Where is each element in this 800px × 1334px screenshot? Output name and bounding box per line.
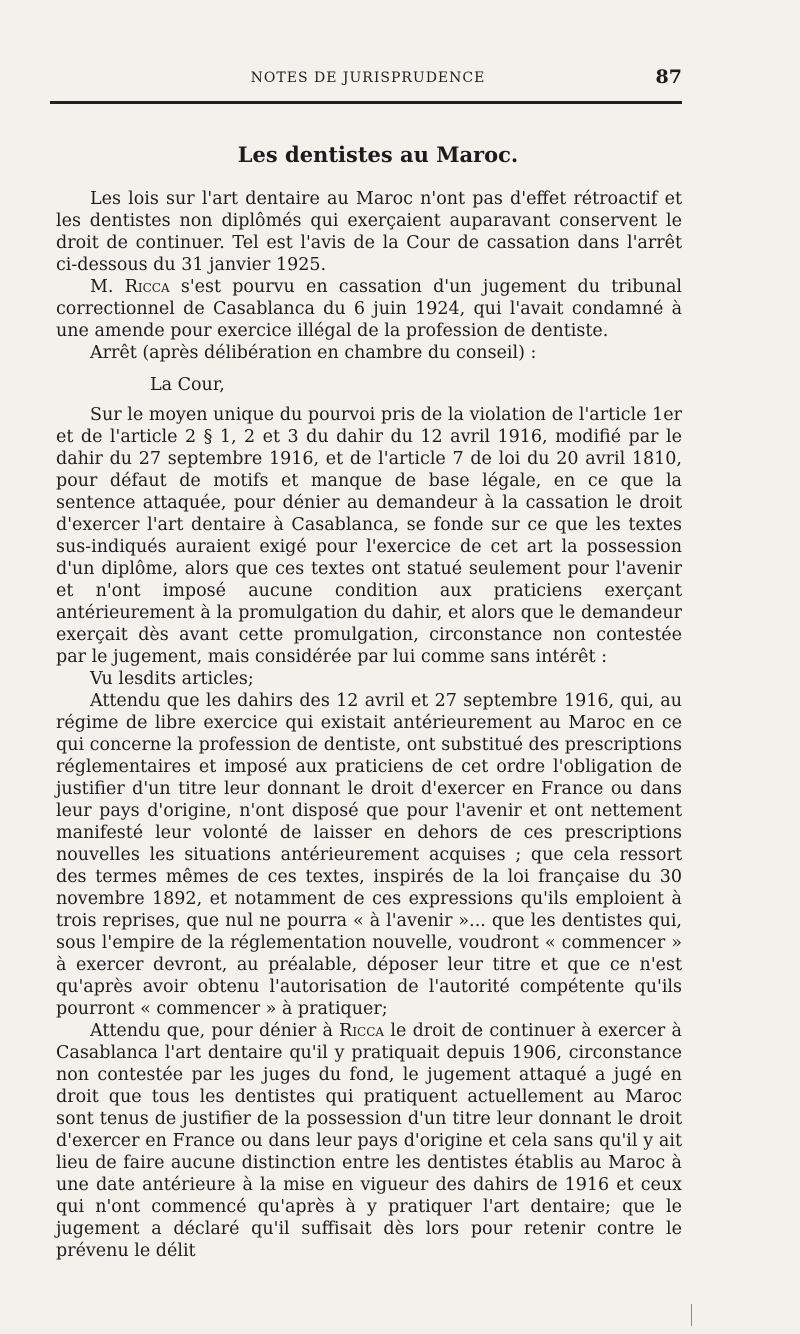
paragraph-la-cour: La Cour, bbox=[150, 375, 225, 395]
paragraph-pourvoi bbox=[56, 276, 682, 342]
paragraph-pourvoi-prefix: M. bbox=[90, 277, 125, 297]
paragraph-vu: Vu lesdits articles; bbox=[90, 669, 254, 689]
running-head: NOTES DE JURISPRUDENCE bbox=[250, 70, 486, 86]
page-number: 87 bbox=[655, 66, 682, 88]
paragraph-attendu-2-prefix: Attendu que, pour dénier à bbox=[90, 1021, 340, 1041]
article-title: Les dentistes au Maroc. bbox=[237, 142, 519, 167]
paragraph-pourvoi-rest: s'est pourvu en cassation d'un jugement du tribunal correctionnel de Casablanca du 6 juin 1924, qui l'avait condamné à une amende pour exercice illégal de la profession de dentiste. bbox=[56, 277, 683, 341]
party-name: Ricca bbox=[339, 1021, 385, 1041]
paragraph-moyen: Sur le moyen unique du pourvoi pris de la violation de l'article 1er et de l'article 2 § 1, 2 et 3 du dahir du 12 avril 1916, modifié par le dahir du 27 septembre 1916, et de l'article 7 de loi du 20 avril 1810, pour défaut de motifs et manque de base légale, en ce que la sentence attaquée, pour dénier au demandeur à la cassation le droit d'exercer l'art dentaire à Casablanca, se fonde sur ce que les textes sus-indiqués auraient exigé pour l'exercice de cet art la possession d'un diplôme, alors que ces textes ont statué seulement pour l'avenir et n'ont imposé aucune condition aux praticiens exerçant antérieurement à la promulgation du dahir, et alors que le demandeur exerçait dès avant cette promulgation, circonstance non contestée par le jugement, mais considérée par lui comme sans intérêt : bbox=[56, 405, 682, 667]
article-body bbox=[56, 188, 682, 1262]
scan-mark bbox=[691, 1304, 692, 1326]
party-name: Ricca bbox=[124, 277, 170, 297]
paragraph-arret: Arrêt (après délibération en chambre du conseil) : bbox=[90, 343, 537, 363]
paragraph-attendu-1: Attendu que les dahirs des 12 avril et 27 septembre 1916, qui, au régime de libre exercice qui existait antérieurement au Maroc en ce qui concerne la profession de dentiste, ont substitué des prescriptions réglementaires et imposé aux praticiens de cet ordre l'obligation de justifier d'un titre leur donnant le droit d'exercer en France ou dans leur pays d'origine, n'ont disposé que pour l'avenir et ont nettement manifesté leur volonté de laisser en dehors de ces prescriptions nouvelles les situations antérieurement acquises ; que cela ressort des termes mêmes de ces textes, inspirés de la loi française du 30 novembre 1892, et notamment de ces expressions qu'ils emploient à trois reprises, que nul ne pourra « à l'avenir »... que les dentistes qui, sous l'empire de la réglementation nouvelle, voudront « commencer » à exercer devront, au préalable, déposer leur titre et que ce n'est qu'après avoir obtenu l'autorisation de l'autorité compétente qu'ils pourront « commencer » à pratiquer; bbox=[56, 691, 682, 1019]
paragraph-attendu-2 bbox=[56, 1020, 682, 1262]
paragraph-attendu-2-rest: le droit de continuer à exercer à Casablanca l'art dentaire qu'il y pratiquait depuis 1906, circonstance non contestée par les juges du fond, le jugement attaqué a jugé en droit que tous les dentistes qui pratiquent actuellement au Maroc sont tenus de justifier de la possession d'un titre leur donnant le droit d'exercer en France ou dans leur pays d'origine et cela sans qu'il y ait lieu de faire aucune distinction entre les dentistes établis au Maroc à une date antérieure à la mise en vigueur des dahirs de 1916 et ceux qui n'ont commencé qu'après à y pratiquer l'art dentaire; que le jugement a déclaré qu'il suffisait dès lors pour retenir contre le prévenu le délit bbox=[56, 1021, 682, 1261]
page-header bbox=[50, 66, 686, 92]
paragraph-intro: Les lois sur l'art dentaire au Maroc n'ont pas d'effet rétroactif et les dentistes non diplômés qui exerçaient auparavant conservent le droit de continuer. Tel est l'avis de la Cour de cassation dans l'arrêt ci-dessous du 31 janvier 1925. bbox=[56, 189, 682, 275]
header-rule bbox=[50, 101, 682, 104]
